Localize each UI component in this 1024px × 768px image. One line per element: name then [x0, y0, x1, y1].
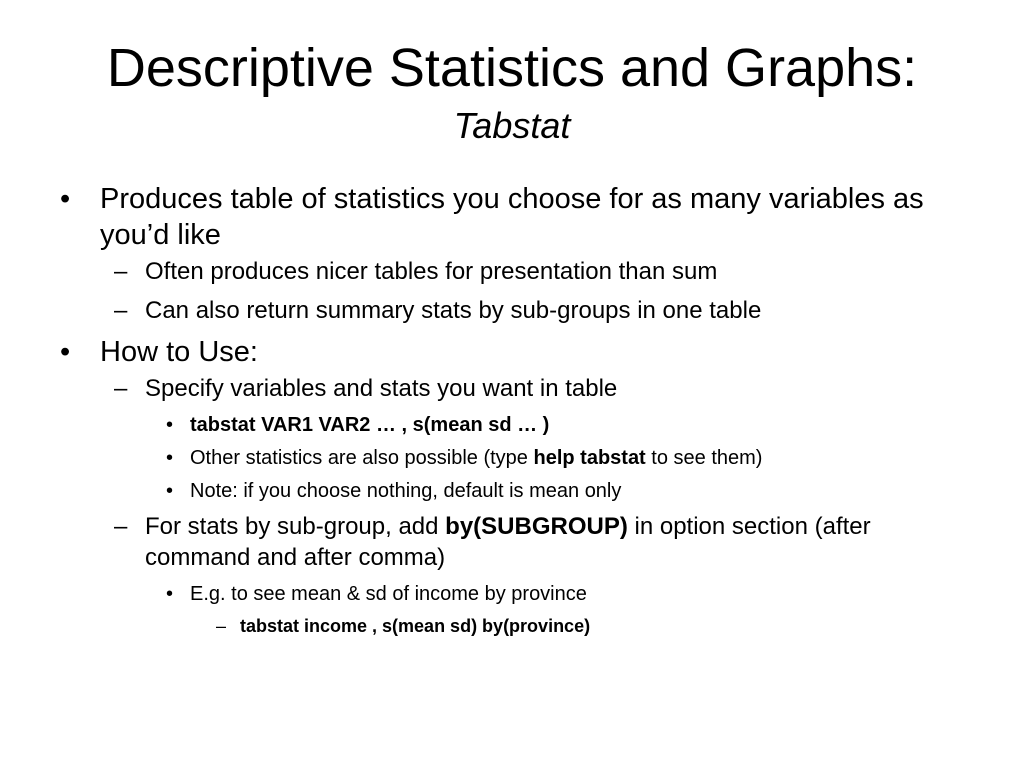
sub-item-text: Specify variables and stats you want in table: [145, 375, 618, 402]
sub-item-nicer-tables: [58, 256, 958, 287]
small-bullet-marker: •: [166, 414, 174, 436]
dash-marker: –: [114, 375, 128, 402]
dash-tabstat-income-command: [58, 614, 958, 638]
bullet-marker: •: [60, 336, 71, 368]
other-statistics-text-before: Other statistics are also possible (type: [190, 447, 534, 469]
dash-marker: –: [114, 513, 128, 540]
sub-item-stats-by-subgroup: [58, 511, 958, 573]
dash-marker: –: [114, 297, 128, 324]
bullet-item-how-to-use: [58, 334, 958, 370]
slide-subtitle: Tabstat: [453, 105, 571, 146]
subgroup-text-after: in option section (after command and after comma): [145, 513, 871, 571]
bullet-tabstat-command: [58, 412, 958, 438]
title-block: [0, 38, 1024, 148]
default-mean-text: Note: if you choose nothing, default is mean only: [190, 480, 622, 502]
subgroup-text-before: For stats by sub-group, add: [145, 513, 446, 540]
small-bullet-marker: •: [166, 583, 174, 605]
dash-marker: –: [114, 258, 128, 285]
bullet-text: How to Use:: [100, 336, 258, 368]
tabstat-income-command-text: tabstat income , s(mean sd) by(province): [240, 616, 591, 636]
small-bullet-marker: •: [166, 480, 174, 502]
bullet-text: Produces table of statistics you choose for as many variables as you’d like: [100, 183, 924, 251]
sub-item-text: Can also return summary stats by sub-groups in one table: [145, 297, 762, 324]
bullet-marker: •: [60, 183, 71, 215]
bullet-example-income: [58, 581, 958, 607]
dash-marker: –: [216, 616, 227, 636]
small-bullet-marker: •: [166, 447, 174, 469]
help-tabstat-text: help tabstat: [533, 447, 646, 469]
sub-item-text: Often produces nicer tables for presentation than sum: [145, 258, 718, 285]
example-income-text: E.g. to see mean & sd of income by province: [190, 583, 587, 605]
slide-title: Descriptive Statistics and Graphs:: [106, 38, 918, 98]
bullet-item-produces-table: [58, 181, 958, 253]
sub-item-specify-variables: [58, 373, 958, 404]
sub-item-summary-subgroups: [58, 295, 958, 326]
by-subgroup-text: by(SUBGROUP): [445, 513, 628, 540]
bullet-default-mean: [58, 478, 958, 504]
slide-content: [58, 181, 958, 646]
other-statistics-text-after: to see them): [645, 447, 763, 469]
tabstat-command-text: tabstat VAR1 VAR2 … , s(mean sd … ): [190, 414, 550, 436]
bullet-other-statistics: [58, 445, 958, 471]
